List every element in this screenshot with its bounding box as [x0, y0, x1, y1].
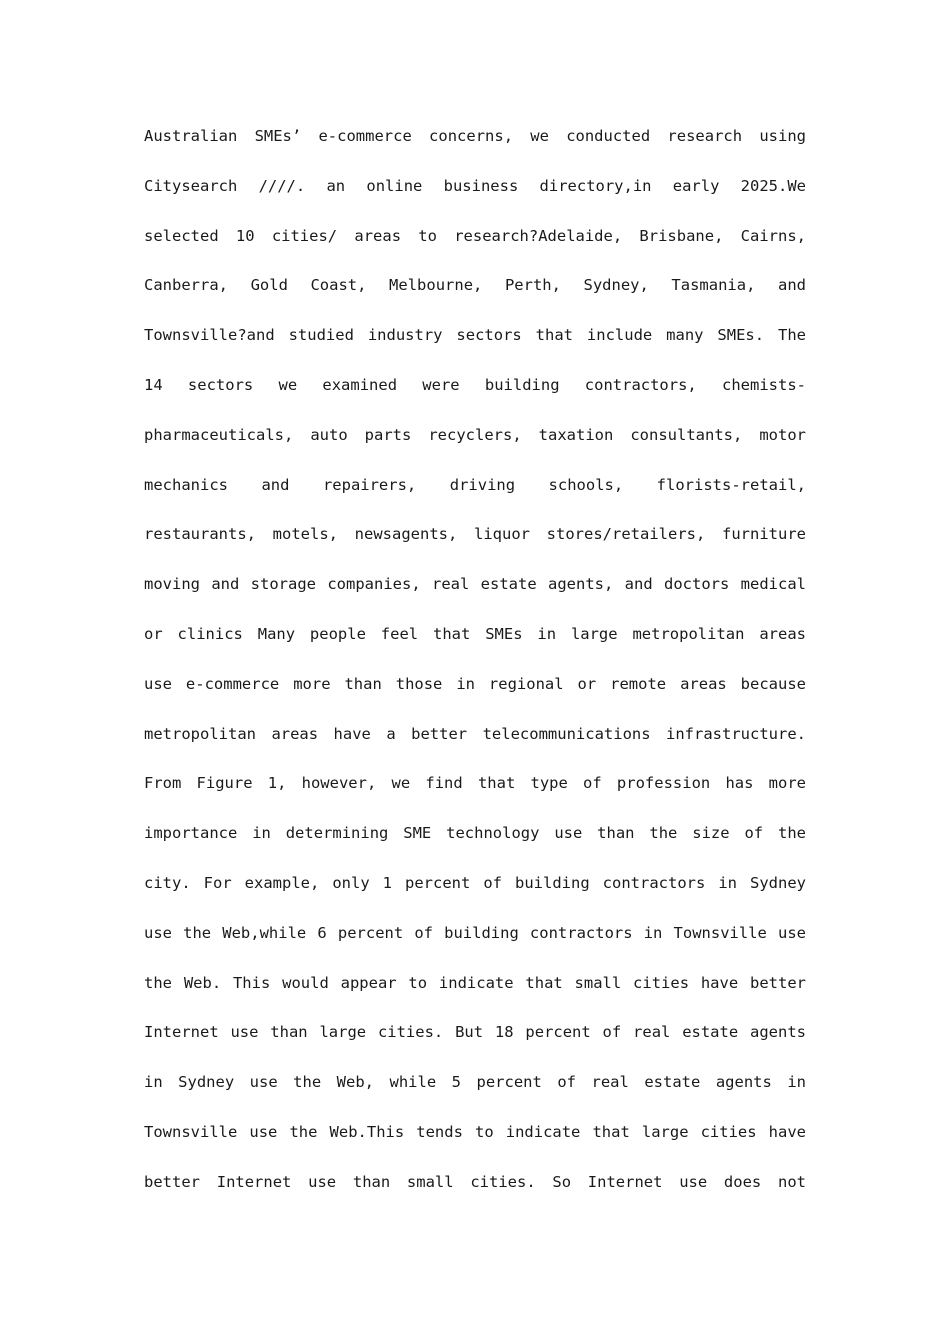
body-paragraph: [144, 112, 806, 1208]
text-line: moving and storage companies, real estate agents, and doctors medical: [144, 575, 806, 594]
text-line: the Web. This would appear to indicate that small cities have better: [144, 973, 806, 992]
text-line: in Sydney use the Web, while 5 percent of real estate agents in: [144, 1073, 806, 1092]
text-line: metropolitan areas have a better telecommunications infrastructure.: [144, 724, 806, 743]
text-line: or clinics Many people feel that SMEs in large metropolitan areas: [144, 624, 806, 643]
text-line: mechanics and repairers, driving schools, florists-retail,: [144, 475, 806, 494]
text-line: Australian SMEs’ e-commerce concerns, we conducted research using: [144, 127, 806, 145]
text-line: Canberra, Gold Coast, Melbourne, Perth, Sydney, Tasmania, and: [144, 276, 806, 295]
text-line: pharmaceuticals, auto parts recyclers, taxation consultants, motor: [144, 425, 806, 444]
text-line: selected 10 cities/ areas to research?Adelaide, Brisbane, Cairns,: [144, 226, 806, 245]
text-line: Internet use than large cities. But 18 percent of real estate agents: [144, 1023, 806, 1042]
text-line: importance in determining SME technology use than the size of the: [144, 824, 806, 843]
text-line: Townsville use the Web.This tends to indicate that large cities have: [144, 1122, 806, 1141]
text-line: Citysearch ////. an online business directory,in early 2025.We: [144, 176, 806, 195]
text-line: better Internet use than small cities. So Internet use does not: [144, 1172, 806, 1191]
text-line: use the Web,while 6 percent of building contractors in Townsville use: [144, 923, 806, 942]
text-line: 14 sectors we examined were building contractors, chemists-: [144, 375, 806, 394]
text-line: restaurants, motels, newsagents, liquor stores/retailers, furniture: [144, 525, 806, 544]
text-line: city. For example, only 1 percent of building contractors in Sydney: [144, 873, 806, 892]
text-line: use e-commerce more than those in regional or remote areas because: [144, 674, 806, 693]
text-line: From Figure 1, however, we find that type of profession has more: [144, 774, 806, 793]
text-line: Townsville?and studied industry sectors that include many SMEs. The: [144, 326, 806, 345]
